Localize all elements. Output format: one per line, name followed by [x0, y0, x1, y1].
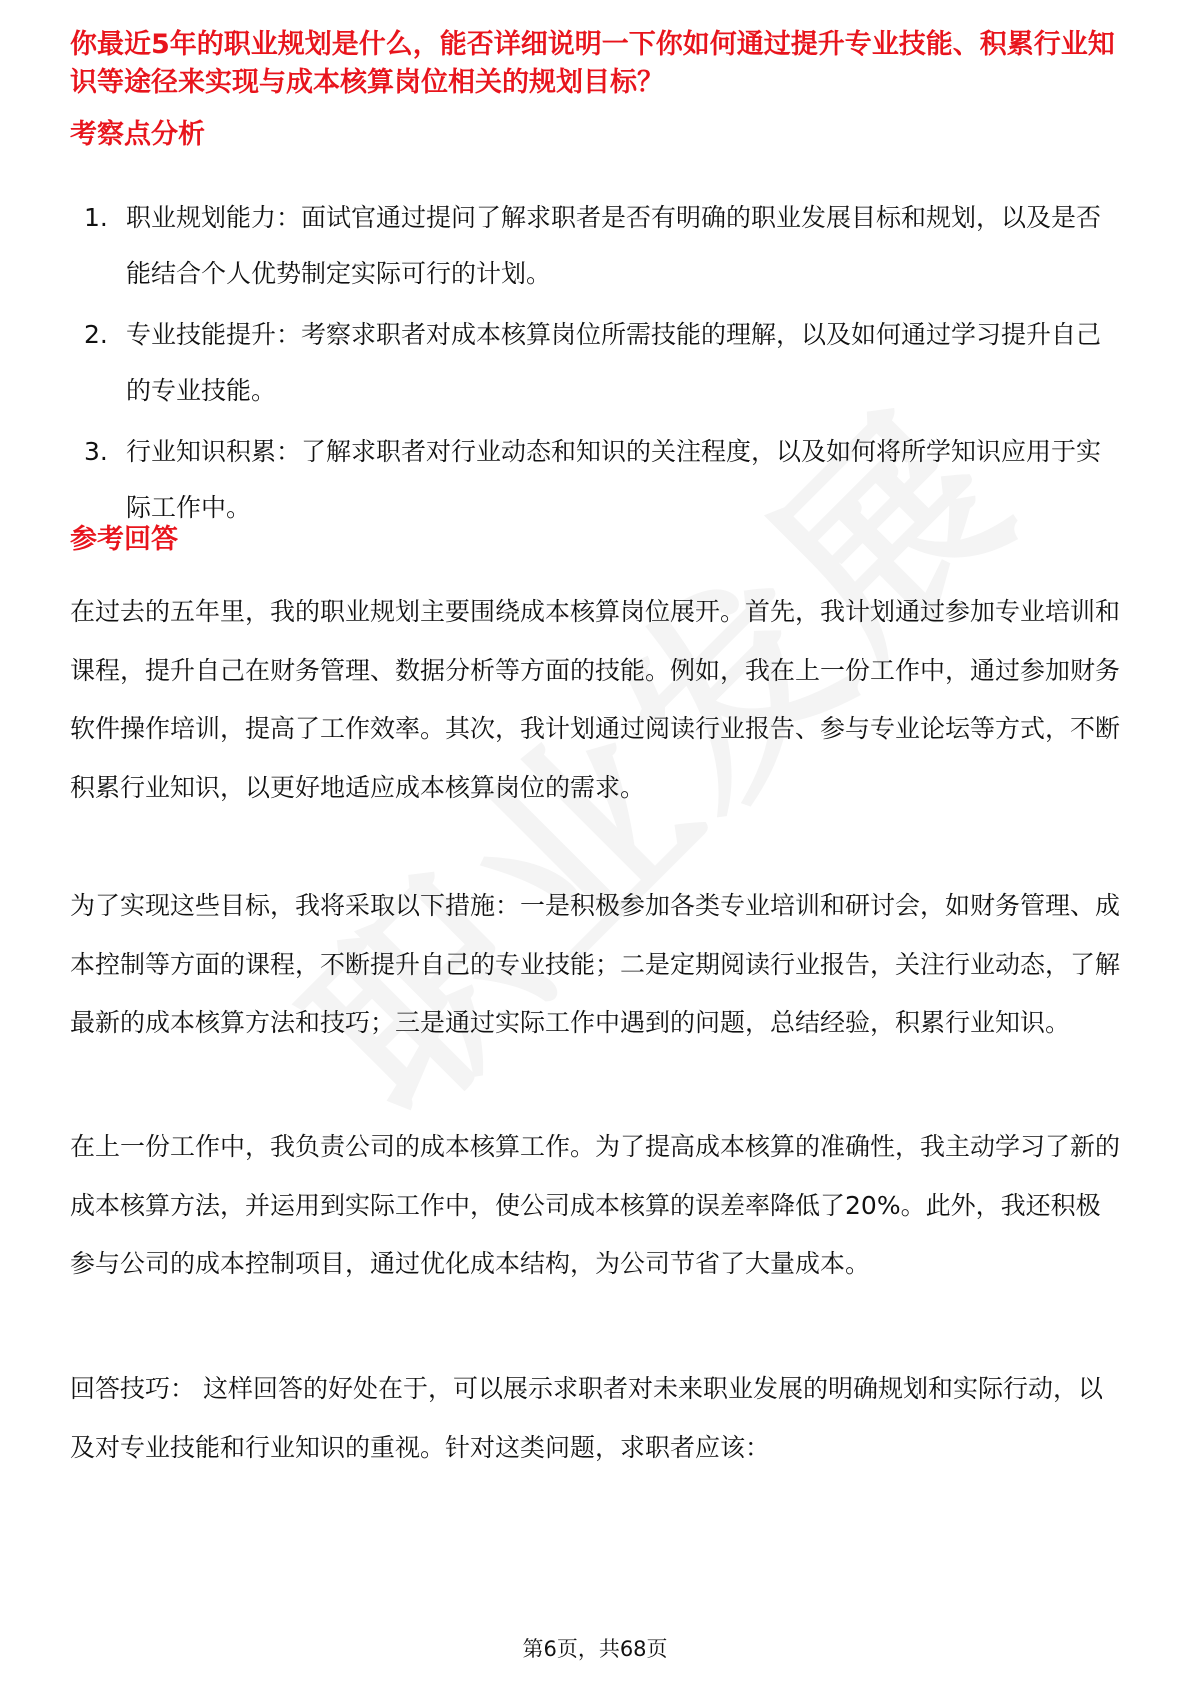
analysis-list [84, 190, 1124, 541]
question-text [70, 26, 1120, 102]
answer-heading: 参考回答 [70, 524, 178, 555]
analysis-item-text: 职业规划能力：面试官通过提问了解求职者是否有明确的职业发展目标和规划，以及是否能结合个人优势制定实际可行的计划。 [126, 203, 1102, 288]
page-footer: 第6页，共68页 [522, 1637, 668, 1661]
analysis-item-number: 3. [84, 437, 108, 466]
analysis-heading: 考察点分析 [70, 119, 205, 150]
analysis-item-text: 行业知识积累：了解求职者对行业动态和知识的关注程度，以及如何将所学知识应用于实际工作中。 [126, 437, 1102, 522]
question-block [70, 22, 1120, 102]
analysis-item-number: 1. [84, 203, 108, 232]
analysis-item [84, 190, 1124, 302]
answer-tips-paragraph: 回答技巧： 这样回答的好处在于，可以展示求职者对未来职业发展的明确规划和实际行动，以及对专业技能和行业知识的重视。针对这类问题，求职者应该： [70, 1374, 1103, 1462]
analysis-item [84, 424, 1124, 536]
answer-paragraph: 为了实现这些目标，我将采取以下措施：一是积极参加各类专业培训和研讨会，如财务管理、成本控制等方面的课程，不断提升自己的专业技能；二是定期阅读行业报告，关注行业动态，了解最新的成本核算方法和技巧；三是通过实际工作中遇到的问题，总结经验，积累行业知识。 [70, 891, 1121, 1037]
question-partial-line: 你最近5年的职业规划是什么，能否详细说明一下你如何通过提升专业技能、积累 [70, 29, 1034, 60]
analysis-item-text: 专业技能提升：考察求职者对成本核算岗位所需技能的理解，以及如何通过学习提升自己的专业技能。 [126, 320, 1102, 405]
answer-paragraph: 在上一份工作中，我负责公司的成本核算工作。为了提高成本核算的准确性，我主动学习了新的成本核算方法，并运用到实际工作中，使公司成本核算的误差率降低了20%。此外，我还积极参与公司的成本控制项目，通过优化成本结构，为公司节省了大量成本。 [70, 1132, 1121, 1278]
answer-paragraph: 在过去的五年里，我的职业规划主要围绕成本核算岗位展开。首先，我计划通过参加专业培训和课程，提升自己在财务管理、数据分析等方面的技能。例如，我在上一份工作中，通过参加财务软件操作培训，提高了工作效率。其次，我计划通过阅读行业报告、参与专业论坛等方式，不断积累行业知识，以更好地适应成本核算岗位的需求。 [70, 597, 1121, 802]
analysis-item-number: 2. [84, 320, 108, 349]
question-last-line: 行业知识等途径来实现与成本核算岗位相关的规划目标？ [70, 29, 1115, 98]
analysis-item [84, 307, 1124, 419]
